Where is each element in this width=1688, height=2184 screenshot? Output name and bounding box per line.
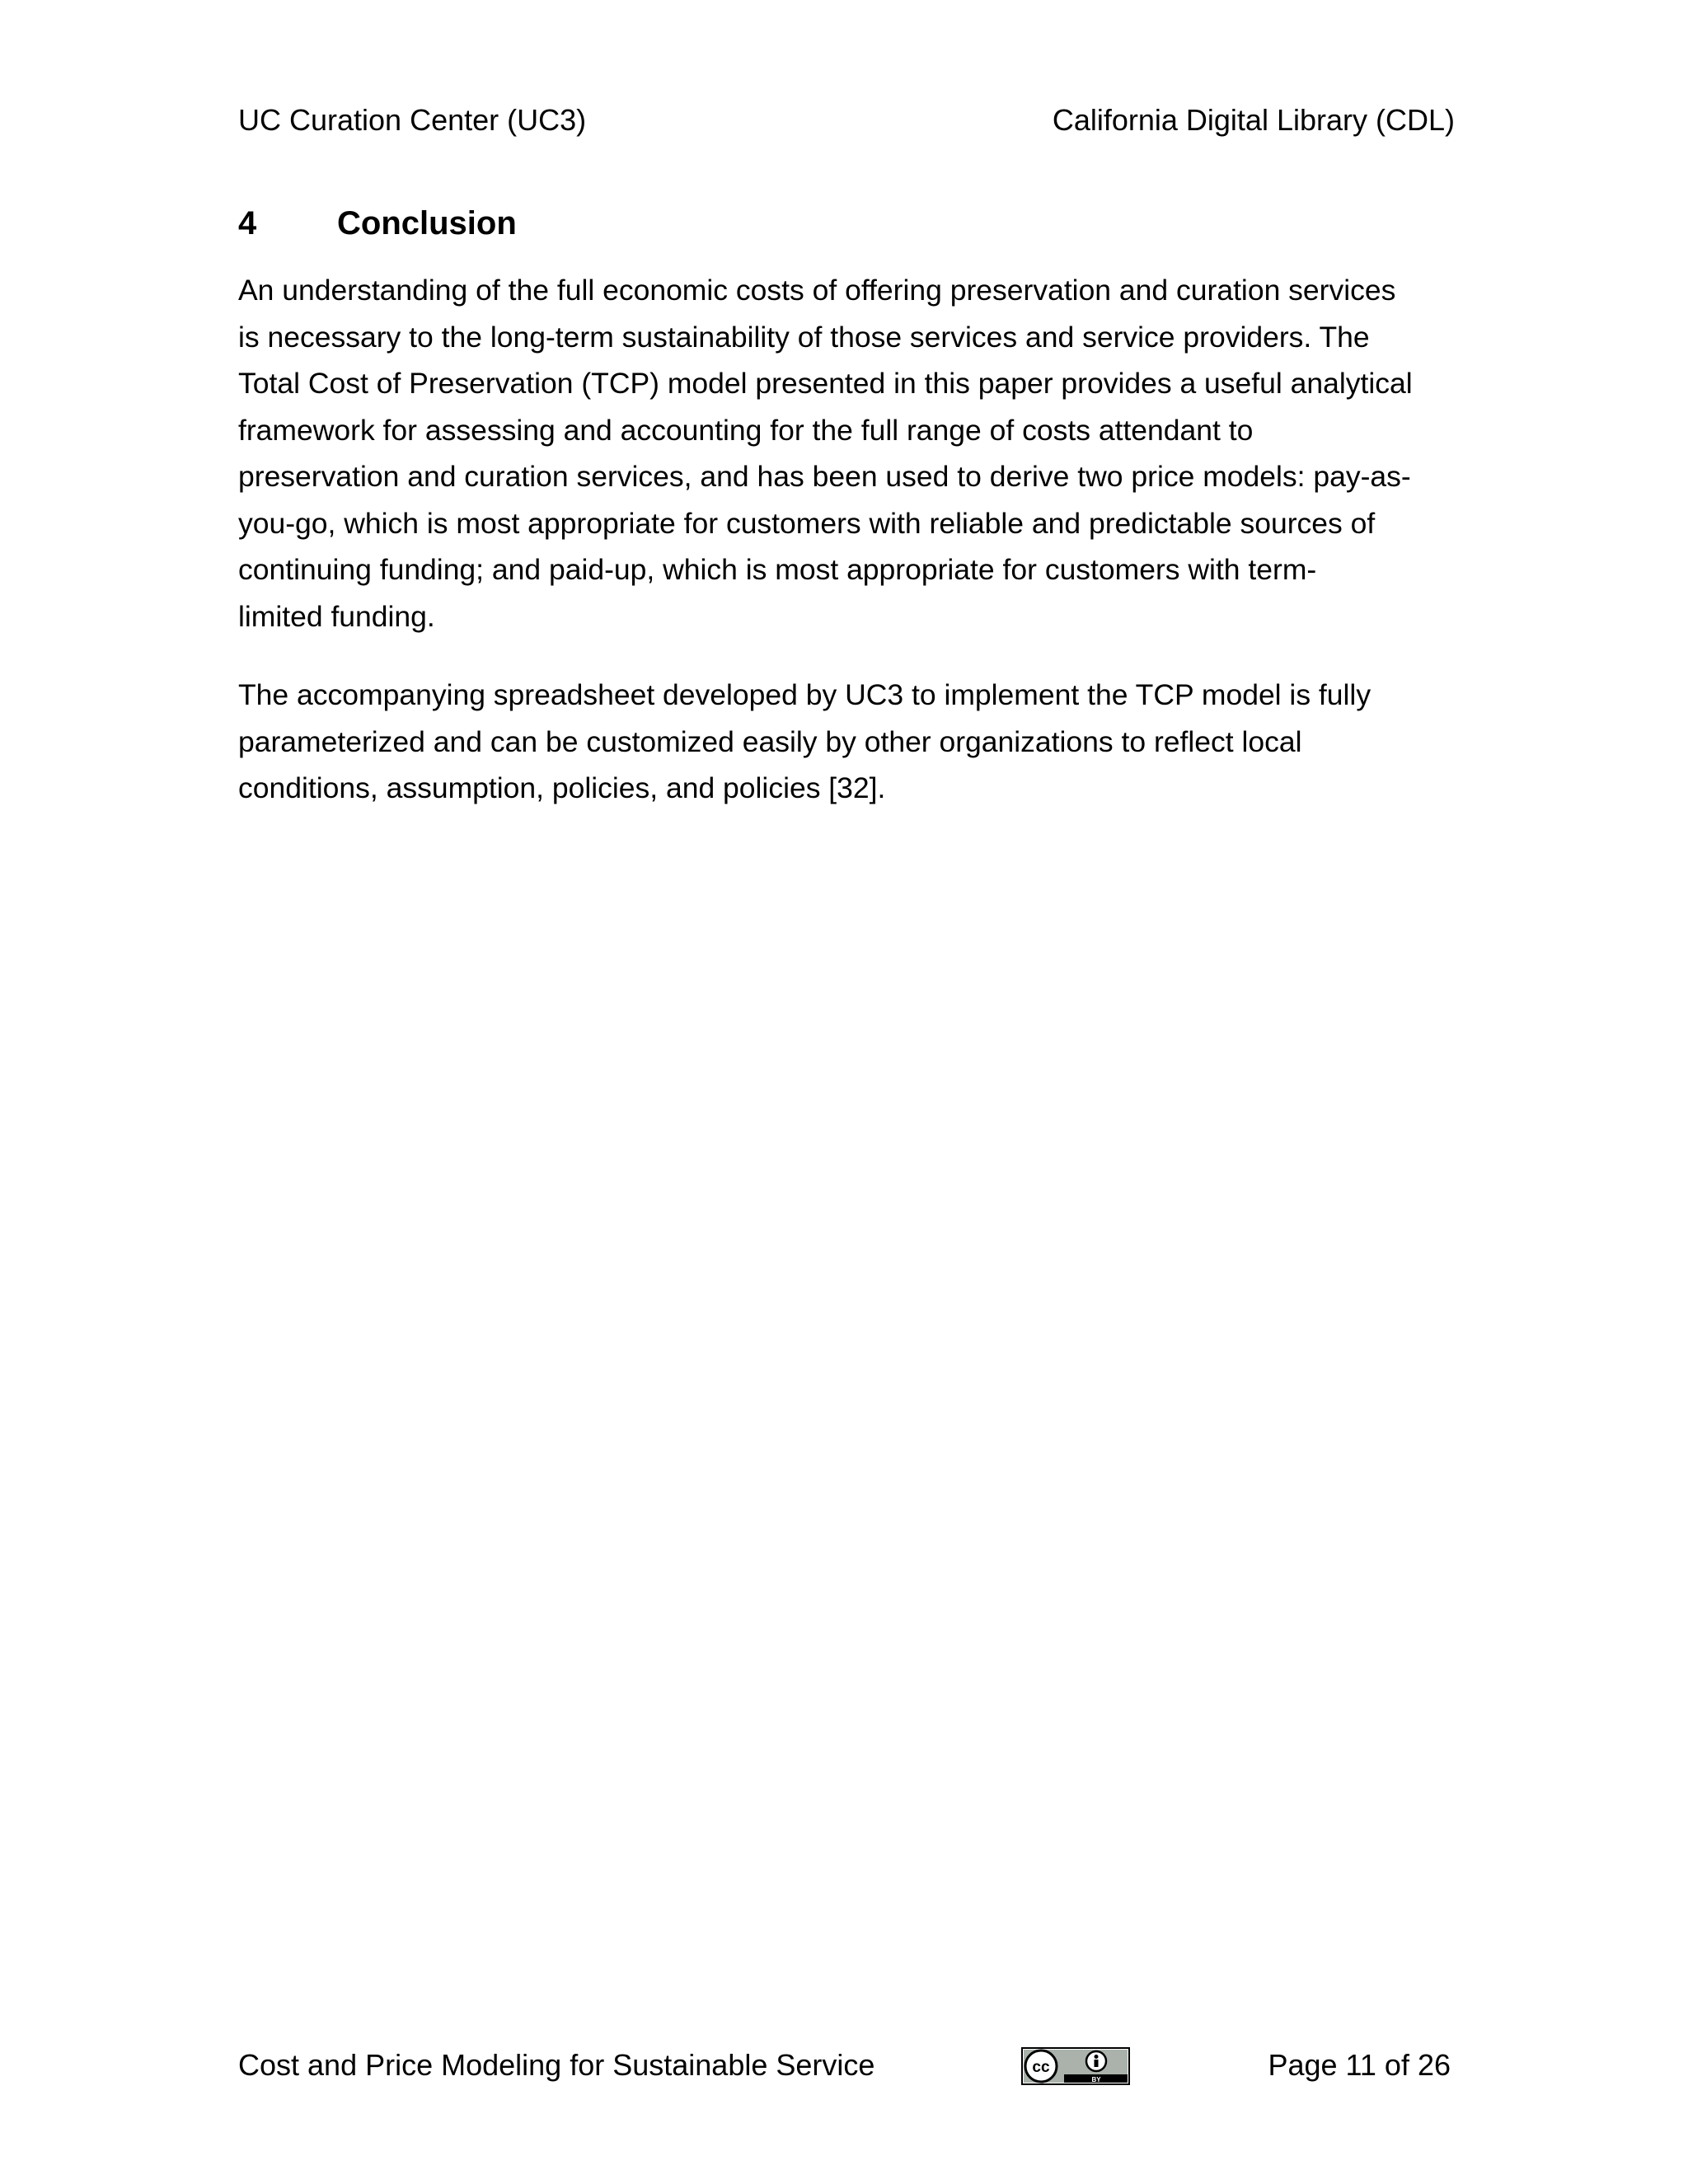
header-library: California Digital Library (CDL) <box>1052 103 1455 137</box>
conclusion-paragraph-1 <box>238 267 1458 640</box>
text-line: framework for assessing and accounting for the full range of costs attendant to <box>238 413 1254 447</box>
running-header <box>238 97 1455 143</box>
by-label: BY <box>1091 2076 1101 2083</box>
section-title: Conclusion <box>337 205 517 241</box>
text-line: An understanding of the full economic costs of offering preservation and curation services <box>238 274 1396 307</box>
conclusion-paragraph-2 <box>238 672 1458 812</box>
text-line: limited funding. <box>238 599 435 633</box>
cc-label: cc <box>1032 2059 1050 2076</box>
text-line: is necessary to the long-term sustainability of those services and service providers. The <box>238 320 1370 354</box>
text-line: continuing funding; and paid-up, which is most appropriate for customers with term- <box>238 553 1317 586</box>
text-line: parameterized and can be customized easily by other organizations to reflect local <box>238 724 1302 758</box>
text-line: conditions, assumption, policies, and policies [32]. <box>238 771 886 804</box>
section-number: 4 <box>238 205 257 241</box>
page-number: Page 11 of 26 <box>1268 2048 1451 2082</box>
footer-document-title: Cost and Price Modeling for Sustainable Service <box>238 2048 875 2082</box>
text-line: you-go, which is most appropriate for customers with reliable and predictable sources of <box>238 506 1376 540</box>
text-line: Total Cost of Preservation (TCP) model presented in this paper provides a useful analytical <box>238 367 1413 400</box>
section-heading <box>238 200 1227 246</box>
text-line: preservation and curation services, and has been used to derive two price models: pay-as- <box>238 460 1411 493</box>
text-line: The accompanying spreadsheet developed by UC3 to implement the TCP model is fully <box>238 678 1372 711</box>
cc-by-license-icon <box>1021 2047 1130 2085</box>
header-organization: UC Curation Center (UC3) <box>238 103 587 137</box>
running-footer <box>238 2042 1451 2088</box>
